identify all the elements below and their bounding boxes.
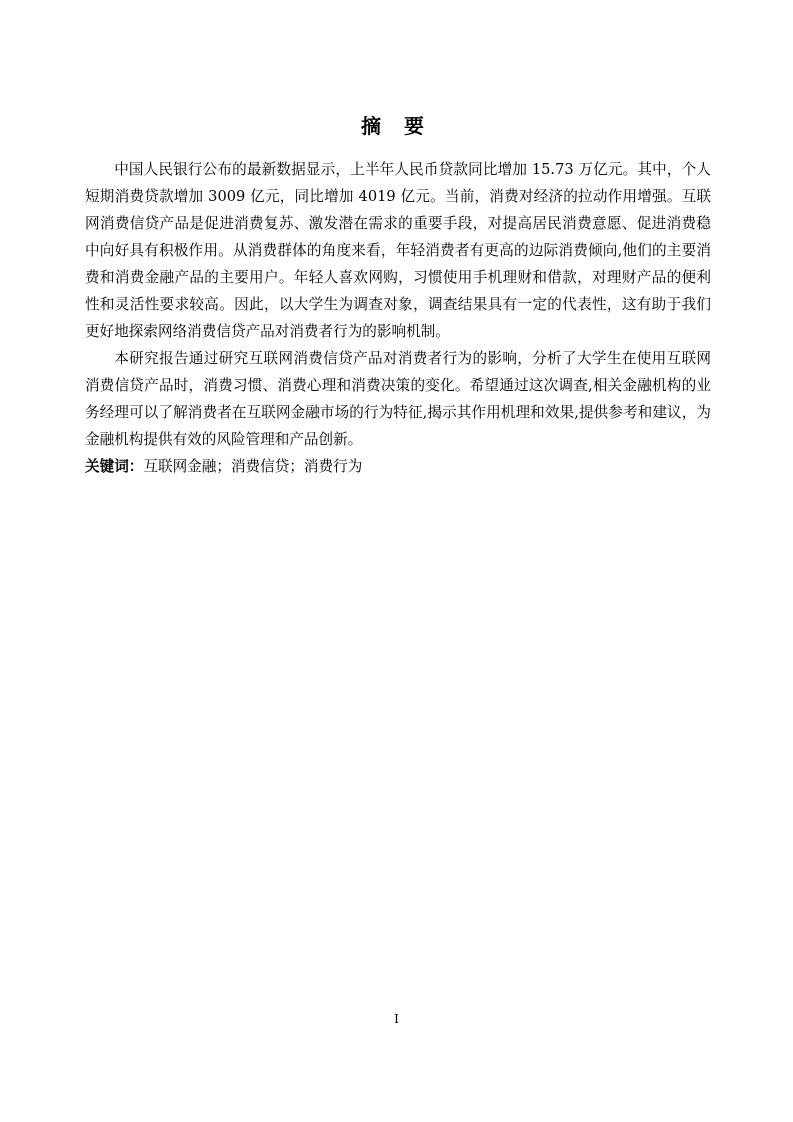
abstract-paragraph-2: 本研究报告通过研究互联网消费信贷产品对消费者行为的影响，分析了大学生在使用互联网消费信贷产品时，消费习惯、消费心理和消费决策的变化。希望通过这次调查,相关金融机构的业务经理可以了解消费者在互联网金融市场的行为特征,揭示其作用机理和效果,提供参考和建议，为金融机构提供有效的风险管理和产品创新。: [85, 350, 711, 448]
page-number: I: [394, 1012, 399, 1026]
abstract-title: 摘 要: [361, 114, 432, 138]
abstract-body: [85, 156, 711, 480]
keywords-label: 关键词：: [85, 458, 144, 475]
abstract-paragraph-1: 中国人民银行公布的最新数据显示，上半年人民币贷款同比增加 15.73 万亿元。其中，个人短期消费贷款增加 3009 亿元，同比增加 4019 亿元。当前，消费对经济的拉动作用增强。互联网消费信贷产品是促进消费复苏、激发潜在需求的重要手段，对提高居民消费意愿、促进消费稳中向好具有积极作用。从消费群体的角度来看，年轻消费者有更高的边际消费倾向,他们的主要消费和消费金融产品的主要用户。年轻人喜欢网购，习惯使用手机理财和借款，对理财产品的便利性和灵活性要求较高。因此，以大学生为调查对象，调查结果具有一定的代表性，这有助于我们更好地探索网络消费信贷产品对消费者行为的影响机制。: [85, 161, 711, 340]
keywords-text: 互联网金融；消费信贷；消费行为: [143, 458, 363, 475]
keywords-line: [85, 453, 711, 480]
